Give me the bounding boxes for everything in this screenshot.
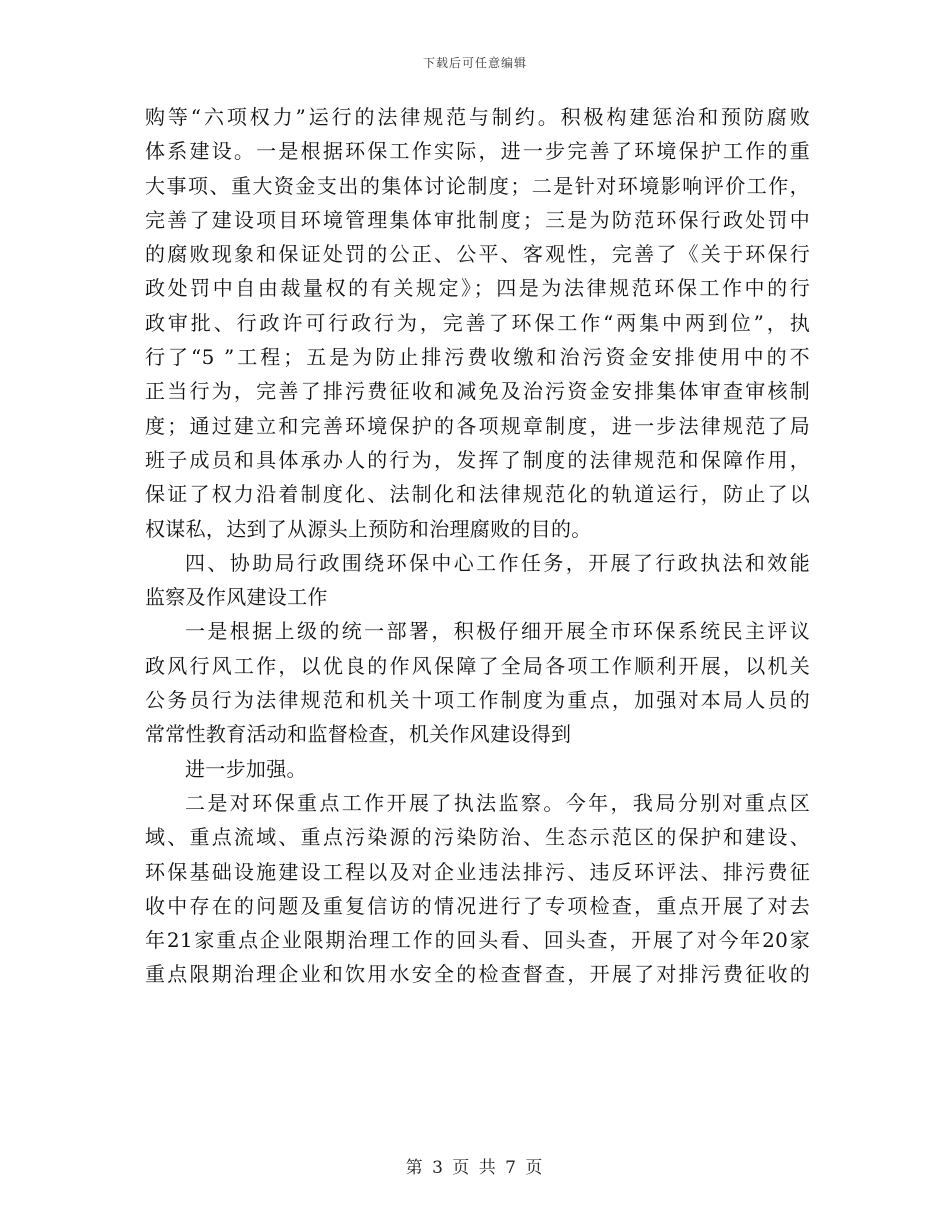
body-line: 环保基础设施建设工程以及对企业违法排污、违反环评法、排污费征 <box>145 859 810 884</box>
page-number-footer: 第 3 页 共 7 页 <box>405 1158 545 1178</box>
page-header: 下载后可任意编辑 <box>422 56 527 70</box>
body-line: 进一步加强。 <box>185 756 307 781</box>
body-line: 班子成员和具体承办人的行为，发挥了制度的法律规范和保障作用， <box>145 447 810 472</box>
body-line: 政风行风工作，以优良的作风保障了全局各项工作顺利开展，以机关 <box>145 653 810 678</box>
body-line: 公务员行为法律规范和机关十项工作制度为重点，加强对本局人员的 <box>145 688 810 713</box>
body-line: 年21家重点企业限期治理工作的回头看、回头查，开展了对今年20家 <box>145 928 810 953</box>
body-line: 正当行为，完善了排污费征收和减免及治污资金安排集体审查审核制 <box>145 379 810 404</box>
section-heading-line: 四、协助局行政围绕环保中心工作任务，开展了行政执法和效能 <box>185 550 810 575</box>
body-line: 度；通过建立和完善环境保护的各项规章制度，进一步法律规范了局 <box>145 413 810 438</box>
body-line: 重点限期治理企业和饮用水安全的检查督查，开展了对排污费征收的 <box>145 962 810 987</box>
body-line: 行了“5 ”工程；五是为防止排污费收缴和治污资金安排使用中的不 <box>145 345 810 370</box>
section-heading-line: 监察及作风建设工作 <box>145 585 328 610</box>
body-line: 常常性教育活动和监督检查，机关作风建设得到 <box>145 722 572 747</box>
body-line: 大事项、重大资金支出的集体讨论制度；二是针对环境影响评价工作， <box>145 173 810 198</box>
body-line: 完善了建设项目环境管理集体审批制度；三是为防范环保行政处罚中 <box>145 207 810 232</box>
body-line: 的腐败现象和保证处罚的公正、公平、客观性，完善了《关于环保行 <box>145 242 810 267</box>
body-line: 一是根据上级的统一部署，积极仔细开展全市环保系统民主评议 <box>185 619 810 644</box>
body-line: 权谋私，达到了从源头上预防和治理腐败的目的。 <box>145 516 592 541</box>
body-line: 政处罚中自由裁量权的有关规定》；四是为法律规范环保工作中的行 <box>145 276 810 301</box>
body-line: 域、重点流域、重点污染源的污染防治、生态示范区的保护和建设、 <box>145 825 810 850</box>
body-line: 收中存在的问题及重复信访的情况进行了专项检查，重点开展了对去 <box>145 893 810 918</box>
body-line: 二是对环保重点工作开展了执法监察。今年，我局分别对重点区 <box>185 790 810 815</box>
document-body <box>145 100 810 992</box>
body-line: 保证了权力沿着制度化、法制化和法律规范化的轨道运行，防止了以 <box>145 482 810 507</box>
body-line: 购等“六项权力”运行的法律规范与制约。积极构建惩治和预防腐败 <box>145 105 810 129</box>
body-line: 体系建设。一是根据环保工作实际，进一步完善了环境保护工作的重 <box>145 139 810 164</box>
body-line: 政审批、行政许可行政行为，完善了环保工作“两集中两到位”，执 <box>145 310 810 335</box>
